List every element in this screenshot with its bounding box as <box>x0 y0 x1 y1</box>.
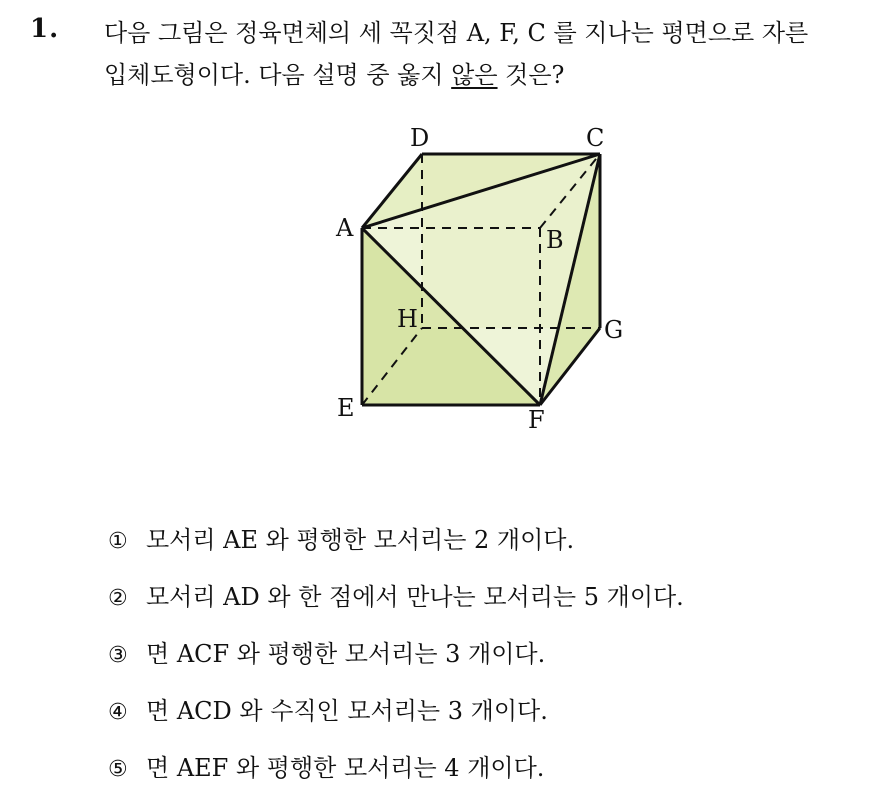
choice-text: 모서리 AD 와 한 점에서 만나는 모서리는 5 개이다. <box>146 583 684 611</box>
choice-text: 면 ACD 와 수직인 모서리는 3 개이다. <box>146 697 548 725</box>
choice-text: 면 AEF 와 평행한 모서리는 4 개이다. <box>146 754 545 782</box>
question-line-2-start: 입체도형이다. 다음 설명 중 옳지 <box>104 61 452 89</box>
vertex-label-h: H <box>397 305 418 333</box>
choice-number: ② <box>108 586 128 611</box>
choice-text: 면 ACF 와 평행한 모서리는 3 개이다. <box>146 640 546 668</box>
choice-4[interactable] <box>108 687 684 744</box>
choice-2[interactable] <box>108 573 684 630</box>
hidden-back-face <box>422 154 600 328</box>
choice-number: ① <box>108 529 128 554</box>
vertex-label-a: A <box>336 214 354 242</box>
solid-figure <box>326 112 646 440</box>
choice-5[interactable] <box>108 744 684 801</box>
underlined-keyword: 않은 <box>451 61 498 89</box>
question-text <box>104 12 874 96</box>
choice-number: ④ <box>108 700 128 725</box>
vertex-label-e: E <box>337 394 355 422</box>
question-line-2 <box>104 54 874 96</box>
choice-text: 모서리 AE 와 평행한 모서리는 2 개이다. <box>146 526 575 554</box>
question-line-1: 다음 그림은 정육면체의 세 꼭짓점 A, F, C 를 지나는 평면으로 자른 <box>104 19 809 47</box>
choice-number: ③ <box>108 643 128 668</box>
answer-choices <box>108 516 684 801</box>
choice-3[interactable] <box>108 630 684 687</box>
choice-number: ⑤ <box>108 757 128 782</box>
cube-section-diagram <box>326 112 646 440</box>
choice-1[interactable] <box>108 516 684 573</box>
vertex-label-f: F <box>528 406 545 434</box>
question-number: 1. <box>30 14 60 44</box>
vertex-label-b: B <box>546 226 564 254</box>
vertex-label-d: D <box>410 124 430 152</box>
vertex-label-c: C <box>586 124 605 152</box>
vertex-label-g: G <box>604 316 624 344</box>
question-line-2-end: 것은? <box>497 61 565 89</box>
